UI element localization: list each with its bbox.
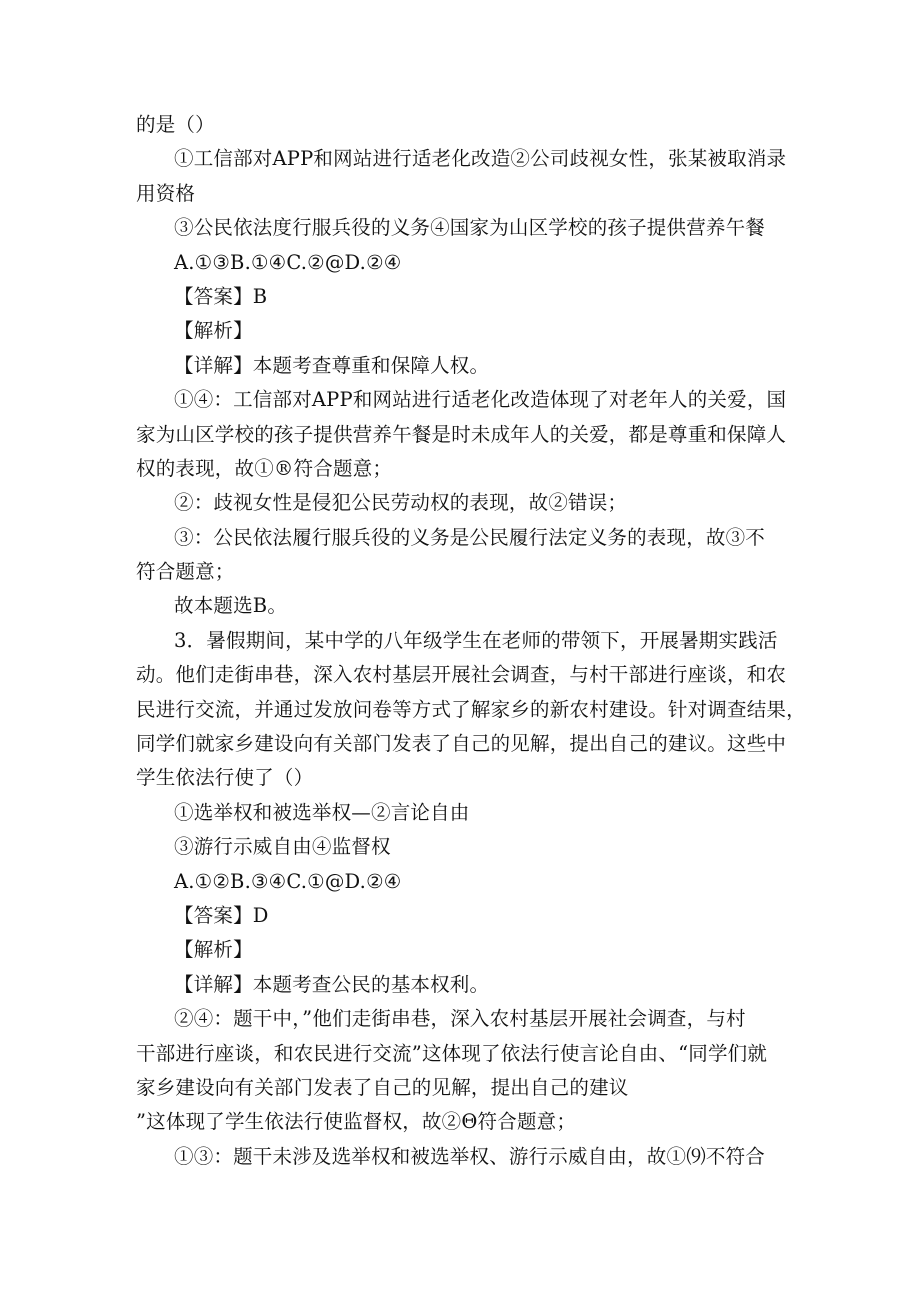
text-line: ③：公民依法履行服兵役的义务是公民履行法定义务的表现，故③不 (174, 525, 766, 549)
text-line: 【解析】 (174, 319, 253, 343)
text-line: ③游行示威自由④监督权 (174, 835, 391, 859)
text-line: 权的表现，故①®符合题意； (136, 456, 393, 480)
text-line: 的是（） (136, 113, 215, 136)
text-line: A.①②B.③④C.①@D.②④ (174, 869, 402, 893)
text-line: 同学们就家乡建设向有关部门发表了自己的见解，提出自己的建议。这些中 (136, 732, 787, 756)
text-line: 【详解】本题考查尊重和保障人权。 (174, 353, 490, 377)
text-line: ②④：题干中，”他们走街串巷，深入农村基层开展社会调查，与村 (174, 1007, 746, 1031)
text-line: ①工信部对APP和网站进行适老化改造②公司歧视女性，张某被取消录 (174, 147, 787, 171)
text-line: 符合题意； (136, 560, 235, 584)
text-line: 动。他们走街串巷，深入农村基层开展社会调查，与村干部进行座谈，和农 (136, 663, 787, 687)
text-line: 干部进行座谈，和农民进行交流”这体现了依法行使言论自由、“同学们就 (136, 1041, 768, 1065)
text-line: 家为山区学校的孩子提供营养午餐是时未成年人的关爱，都是尊重和保障人 (136, 422, 787, 446)
text-line: ”这体现了学生依法行使监督权，故②Θ符合题意； (136, 1110, 577, 1134)
text-line: 【答案】B (174, 284, 268, 308)
text-line: 【解析】 (174, 938, 253, 962)
text-line: 用资格 (136, 181, 196, 205)
text-line: A.①③B.①④C.②@D.②④ (174, 250, 402, 274)
text-line: 家乡建设向有关部门发表了自己的见解，提出自己的建议 (136, 1075, 629, 1099)
text-line: ①选举权和被选举权—②言论自由 (174, 800, 470, 824)
text-line: ①③：题干未涉及选举权和被选举权、游行示威自由，故①⑼不符合 (174, 1144, 766, 1168)
text-line: ②：歧视女性是侵犯公民劳动权的表现，故②错误； (174, 491, 628, 515)
text-line: 3．暑假期间，某中学的八年级学生在老师的带领下，开展暑期实践活 (174, 628, 778, 652)
document-body (136, 108, 806, 1174)
text-line: 学生依法行使了（） (136, 766, 314, 790)
text-line: 【详解】本题考查公民的基本权利。 (174, 972, 490, 996)
text-line: 【答案】D (174, 903, 269, 927)
text-line: ①④：工信部对APP和网站进行适老化改造体现了对老年人的关爱，国 (174, 388, 787, 412)
text-line: ③公民依法度行服兵役的义务④国家为山区学校的孩子提供营养午餐 (174, 216, 766, 240)
text-line: 故本题选B。 (174, 594, 288, 618)
text-line: 民进行交流，并通过发放问卷等方式了解家乡的新农村建设。针对调查结果， (136, 697, 806, 721)
